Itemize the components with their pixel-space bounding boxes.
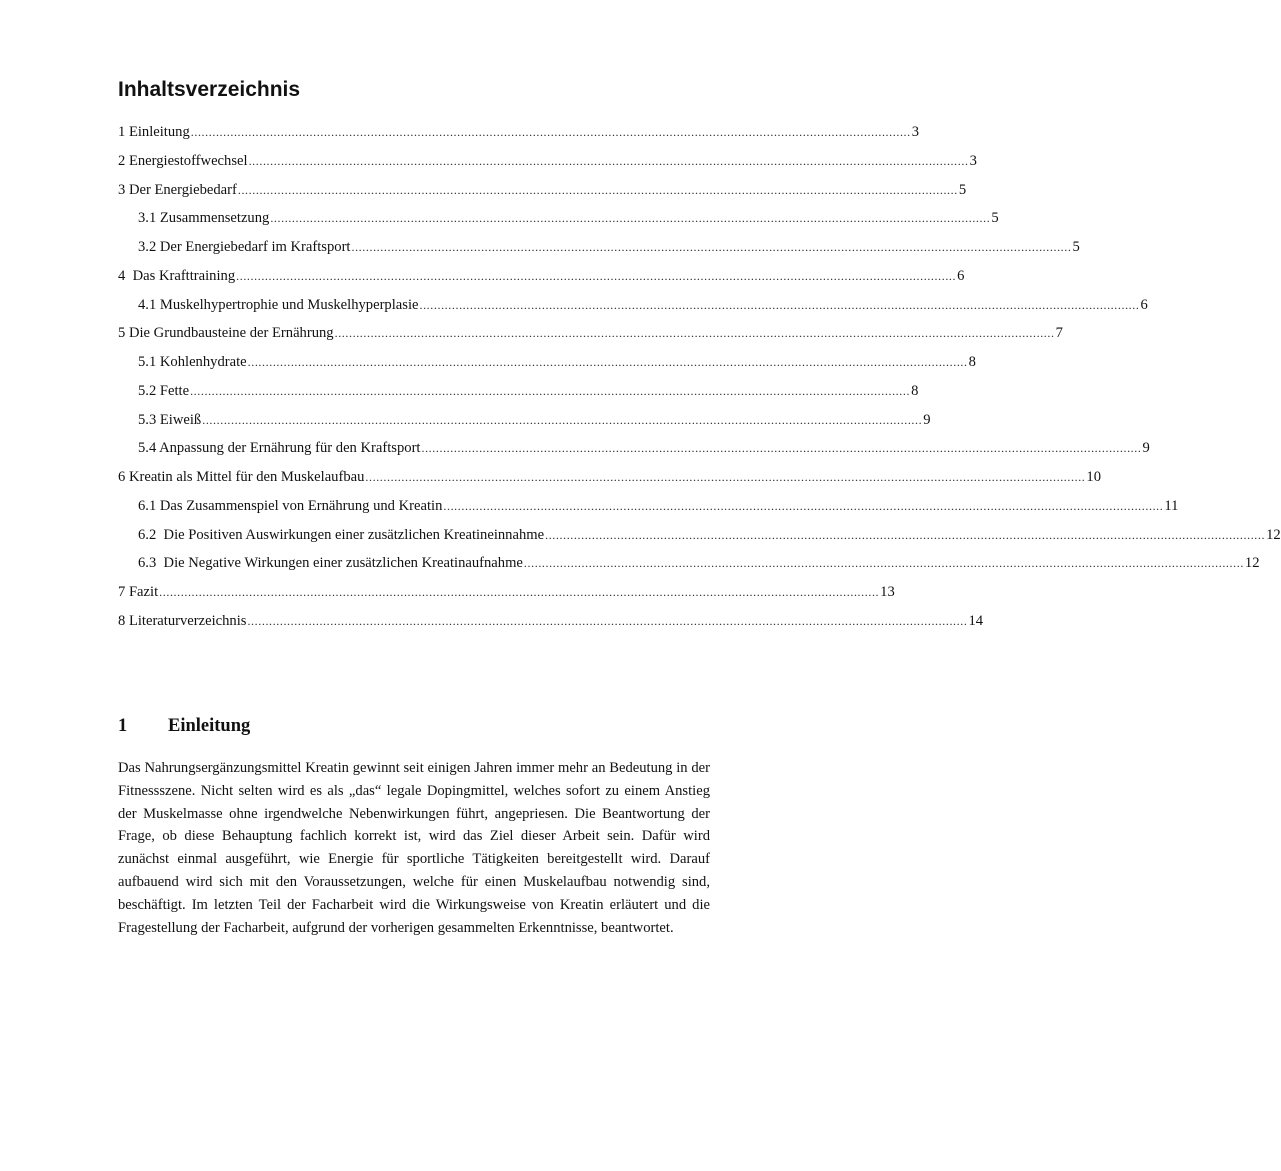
- toc-entry-label: 1 Einleitung: [118, 124, 190, 140]
- toc-entry-page: 5: [991, 210, 999, 227]
- toc-entry-page: 9: [923, 411, 931, 428]
- toc-entry[interactable]: [118, 210, 999, 239]
- toc-entry[interactable]: [118, 239, 1080, 268]
- toc-entry[interactable]: [118, 152, 977, 182]
- toc-entry-label: 5 Die Grundbausteine der Ernährung: [118, 325, 334, 342]
- toc-entry[interactable]: [118, 354, 976, 383]
- toc-entry[interactable]: [118, 382, 919, 412]
- toc-entry-page: 8: [968, 354, 976, 370]
- toc-entry-page: 5: [958, 181, 967, 198]
- section-number: 1: [118, 716, 128, 736]
- toc-entry-page: 12: [1266, 526, 1281, 543]
- toc-entry[interactable]: [118, 124, 920, 153]
- toc-leader: ........................................................................................................................................................................................................: [270, 211, 991, 226]
- toc-leader: ........................................................................................................................................................................................................: [190, 125, 911, 139]
- toc-entry[interactable]: [118, 555, 1260, 584]
- section-heading: [118, 716, 250, 737]
- toc-entry[interactable]: [118, 325, 1063, 354]
- toc-leader: ........................................................................................................................................................................................................: [202, 412, 923, 427]
- toc-leader: ........................................................................................................................................................................................................: [190, 383, 911, 398]
- toc-leader: ........................................................................................................................................................................................................: [237, 182, 958, 197]
- toc-entry-label: 6.3 Die Negative Wirkungen einer zusätzlichen Kreatinaufnahme: [138, 555, 523, 572]
- toc-entry-page: 13: [880, 584, 895, 600]
- toc-leader: ........................................................................................................................................................................................................: [247, 355, 968, 369]
- toc-entry-label: 3 Der Energiebedarf: [118, 181, 237, 198]
- toc-entry-label: 5.4 Anpassung der Ernährung für den Kraftsport: [138, 440, 421, 457]
- toc-leader: ........................................................................................................................................................................................................: [247, 613, 968, 628]
- toc-entry-page: 10: [1086, 469, 1101, 485]
- toc-entry[interactable]: [118, 526, 1281, 556]
- toc-entry-label: 5.2 Fette: [138, 382, 190, 399]
- toc-entry[interactable]: [118, 267, 965, 297]
- toc-heading: Inhaltsverzeichnis: [118, 78, 301, 101]
- toc-entry-page: 8: [911, 382, 919, 399]
- toc-entry[interactable]: [118, 612, 984, 642]
- toc-entry[interactable]: [118, 181, 967, 211]
- toc-entry[interactable]: [118, 440, 1150, 469]
- toc-entry-label: 4.1 Muskelhypertrophie und Muskelhyperplasie: [138, 296, 419, 313]
- toc-entry-page: 9: [1142, 440, 1150, 457]
- toc-entry-label: 7 Fazit: [118, 584, 159, 600]
- toc-entry-label: 6.1 Das Zusammenspiel von Ernährung und Kreatin: [138, 497, 443, 514]
- toc-entry[interactable]: [118, 469, 1101, 498]
- table-of-contents: [118, 124, 1281, 642]
- toc-leader: ........................................................................................................................................................................................................: [351, 240, 1072, 254]
- toc-leader: ........................................................................................................................................................................................................: [236, 268, 957, 283]
- toc-entry-page: 12: [1244, 555, 1260, 572]
- toc-entry-page: 6: [1140, 296, 1148, 313]
- toc-entry[interactable]: [118, 296, 1148, 326]
- toc-entry[interactable]: [118, 584, 895, 613]
- section-title: Einleitung: [168, 716, 251, 736]
- toc-entry-label: 4 Das Krafttraining: [118, 267, 236, 284]
- toc-leader: ........................................................................................................................................................................................................: [365, 470, 1086, 484]
- toc-entry-page: 11: [1164, 497, 1179, 514]
- toc-entry[interactable]: [118, 411, 931, 441]
- toc-entry-page: 14: [968, 612, 984, 629]
- toc-entry-page: 5: [1072, 239, 1080, 255]
- toc-entry-label: 5.3 Eiweiß: [138, 411, 202, 428]
- toc-entry-label: 3.2 Der Energiebedarf im Kraftsport: [138, 239, 351, 255]
- toc-entry-page: 6: [957, 267, 965, 284]
- toc-leader: ........................................................................................................................................................................................................: [443, 498, 1164, 513]
- intro-paragraph: Das Nahrungsergänzungsmittel Kreatin gewinnt seit einigen Jahren immer mehr an Bedeutung in der Fitnessszene. Nicht selten wird es als „das“ legale Dopingmittel, welches sofort zu einem Anstieg der Muskelmasse ohne irgendwelche Nebenwirkungen führt, angepriesen. Die Beantwortung der Frage, ob diese Behauptung fachlich korrekt ist, wird das Ziel dieser Arbeit sein. Dafür wird zunächst einmal ausgeführt, wie Energie für sportliche Tätigkeiten bereitgestellt wird. Darauf aufbauend wird sich mit den Voraussetzungen, welche für einen Muskelaufbau notwendig sind, beschäftigt. Im letzten Teil der Facharbeit wird die Wirkungsweise von Kreatin erläutert und die Fragestellung der Facharbeit, aufgrund der vorherigen gesammelten Erkenntnisse, beantwortet.: [118, 760, 710, 936]
- toc-entry-label: 6 Kreatin als Mittel für den Muskelaufbau: [118, 469, 365, 485]
- toc-leader: ........................................................................................................................................................................................................: [523, 556, 1244, 571]
- toc-leader: ........................................................................................................................................................................................................: [334, 326, 1055, 341]
- toc-leader: ........................................................................................................................................................................................................: [159, 585, 880, 599]
- toc-entry-label: 3.1 Zusammensetzung: [138, 210, 270, 227]
- toc-leader: ........................................................................................................................................................................................................: [545, 527, 1266, 542]
- toc-entry-page: 3: [911, 124, 920, 140]
- toc-leader: ........................................................................................................................................................................................................: [419, 297, 1140, 312]
- toc-leader: ........................................................................................................................................................................................................: [248, 153, 969, 168]
- toc-entry-label: 6.2 Die Positiven Auswirkungen einer zusätzlichen Kreatineinnahme: [138, 526, 545, 543]
- toc-entry-label: 8 Literaturverzeichnis: [118, 612, 247, 629]
- toc-entry-page: 7: [1055, 325, 1063, 342]
- toc-leader: ........................................................................................................................................................................................................: [421, 441, 1142, 456]
- toc-entry-page: 3: [969, 152, 977, 169]
- toc-entry-label: 5.1 Kohlenhydrate: [138, 354, 247, 370]
- toc-entry-label: 2 Energiestoffwechsel: [118, 152, 248, 169]
- toc-entry[interactable]: [118, 497, 1179, 527]
